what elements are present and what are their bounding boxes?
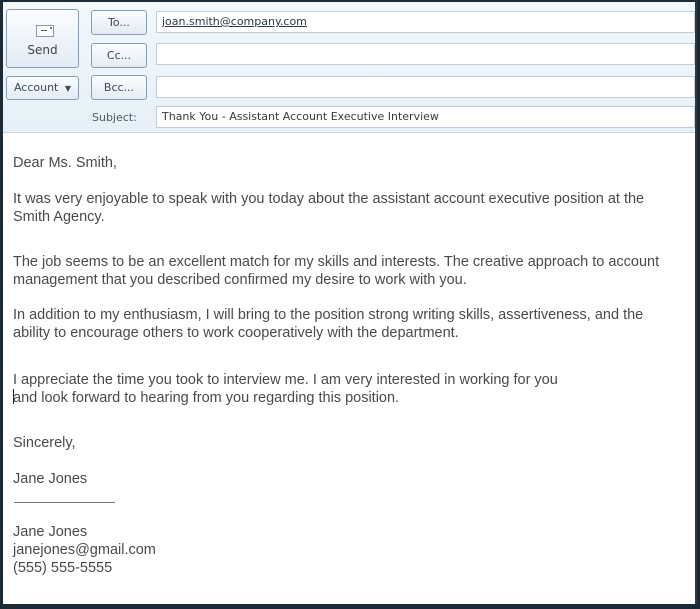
signature-divider [14, 502, 115, 503]
bcc-button[interactable]: Bcc... [91, 75, 147, 100]
email-compose-window [3, 2, 697, 604]
send-label: Send [27, 43, 58, 57]
recipient-address[interactable]: joan.smith@company.com [162, 15, 307, 28]
paragraph-line: and look forward to hearing from you regarding this position. [13, 390, 400, 406]
paragraph: It was very enjoyable to speak with you today about the assistant account executive position at the Smith Agency. [13, 191, 645, 225]
to-button[interactable]: To... [91, 10, 147, 35]
closing: Sincerely, [13, 435, 76, 451]
signature-name: Jane Jones [13, 471, 88, 487]
contact-email: janejones@gmail.com [13, 542, 156, 558]
contact-name: Jane Jones [13, 524, 88, 540]
contact-block [13, 523, 156, 577]
cc-button[interactable]: Cc... [91, 43, 147, 68]
paragraph-line-with-cursor [13, 389, 683, 407]
envelope-icon [36, 25, 54, 37]
greeting: Dear Ms. Smith, [13, 155, 117, 171]
subject-label: Subject: [92, 111, 137, 124]
dropdown-arrow-icon: ▼ [64, 84, 72, 93]
account-label: Account [13, 81, 59, 94]
paragraph: The job seems to be an excellent match for my skills and interests. The creative approach to account management that you described confirmed my desire to work with you. [13, 254, 660, 288]
send-button[interactable] [6, 9, 79, 68]
contact-phone: (555) 555-5555 [13, 560, 113, 576]
subject-field[interactable]: Thank You - Assistant Account Executive Interview [156, 106, 695, 128]
cc-field[interactable] [156, 43, 695, 65]
paragraph-line: I appreciate the time you took to interview me. I am very interested in working for you [13, 372, 558, 388]
compose-header [3, 2, 695, 133]
to-field[interactable] [156, 11, 695, 33]
account-button[interactable] [6, 76, 79, 100]
paragraph [13, 371, 683, 407]
paragraph: In addition to my enthusiasm, I will bring to the position strong writing skills, assertiveness, and the ability to encourage others to work cooperatively with the department. [13, 307, 644, 341]
bcc-field[interactable] [156, 76, 695, 98]
